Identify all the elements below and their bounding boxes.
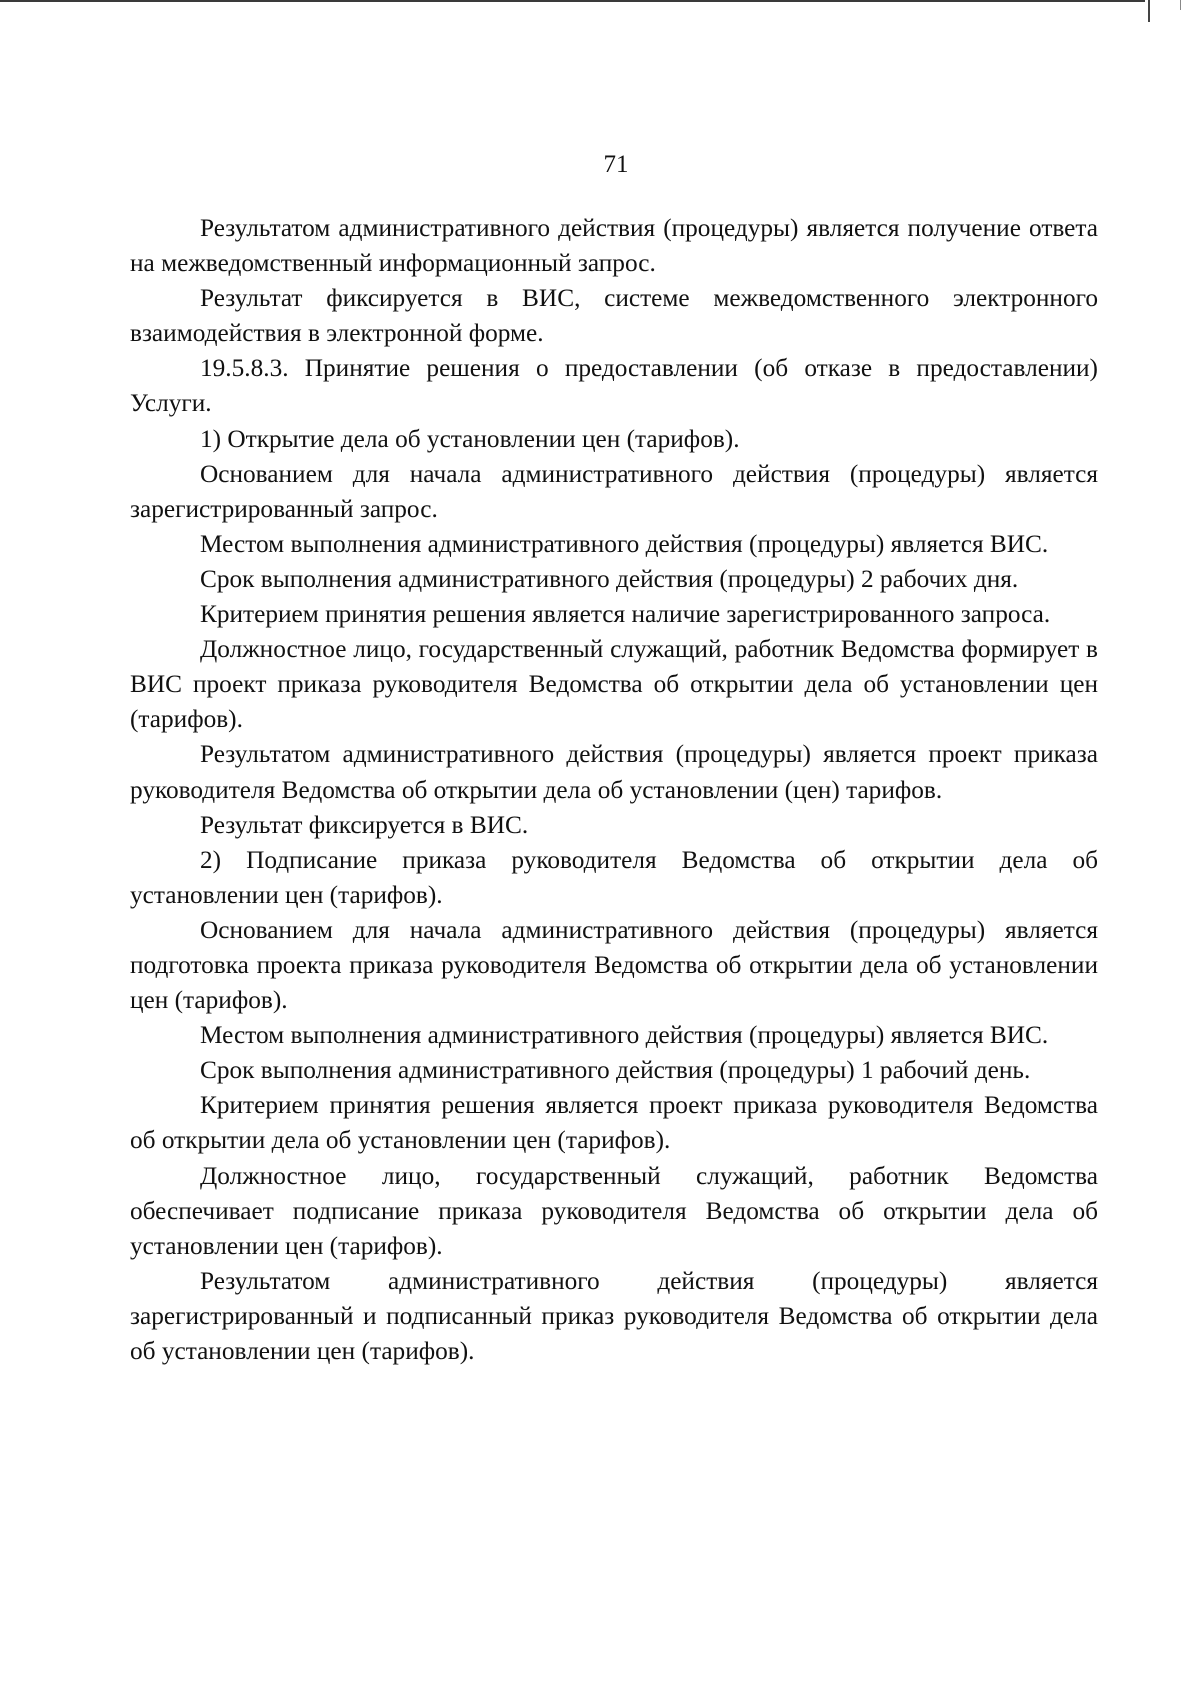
scan-mark-right <box>1180 0 1181 10</box>
paragraph: Срок выполнения административного действия (процедуры) 2 рабочих дня. <box>200 564 1019 593</box>
paragraph: Результатом административного действия (процедуры) является зарегистрированный и подписанный приказ руководителя Ведомства об открытии дела об установлении цен (тарифов). <box>130 1266 1098 1365</box>
paragraph: Основанием для начала административного действия (процедуры) является подготовка проекта приказа руководителя Ведомства об открытии дела об установлении цен (тарифов). <box>130 915 1098 1015</box>
paragraph: Результат фиксируется в ВИС. <box>200 810 529 839</box>
paragraph: Местом выполнения административного действия (процедуры) является ВИС. <box>200 1021 1049 1050</box>
document-body <box>130 211 1098 1369</box>
paragraph: Результат фиксируется в ВИС, системе межведомственного электронного взаимодействия в электронной форме. <box>130 284 1098 348</box>
paragraph: Должностное лицо, государственный служащий, работник Ведомства формирует в ВИС проект приказа руководителя Ведомства об открытии дела об установлении цен (тарифов). <box>130 635 1098 734</box>
paragraph: Критерием принятия решения является наличие зарегистрированного запроса. <box>200 600 1051 629</box>
scan-border-top <box>0 0 1145 2</box>
paragraph: Результатом административного действия (процедуры) является проект приказа руководителя Ведомства об открытии дела об установлении (цен) тарифов. <box>130 740 1098 804</box>
subsection-heading: 2) Подписание приказа руководителя Ведомства об открытии дела об установлении цен (тарифов). <box>130 845 1098 909</box>
paragraph: Результатом административного действия (процедуры) является получение ответа на межведомственный информационный запрос. <box>130 214 1098 278</box>
paragraph: Местом выполнения административного действия (процедуры) является ВИС. <box>200 529 1049 558</box>
paragraph: Срок выполнения административного действия (процедуры) 1 рабочий день. <box>200 1056 1031 1085</box>
paragraph: Основанием для начала административного действия (процедуры) является зарегистрированный запрос. <box>130 459 1098 523</box>
section-heading: 19.5.8.3. Принятие решения о предоставлении (об отказе в предоставлении) Услуги. <box>130 354 1098 418</box>
scan-border-right <box>1148 0 1150 22</box>
subsection-heading: 1) Открытие дела об установлении цен (тарифов). <box>200 424 740 453</box>
paragraph: Должностное лицо, государственный служащий, работник Ведомства обеспечивает подписание приказа руководителя Ведомства об открытии дела об установлении цен (тарифов). <box>130 1161 1098 1260</box>
page-number: 71 <box>603 151 629 178</box>
paragraph: Критерием принятия решения является проект приказа руководителя Ведомства об открытии дела об установлении цен (тарифов). <box>130 1091 1098 1155</box>
